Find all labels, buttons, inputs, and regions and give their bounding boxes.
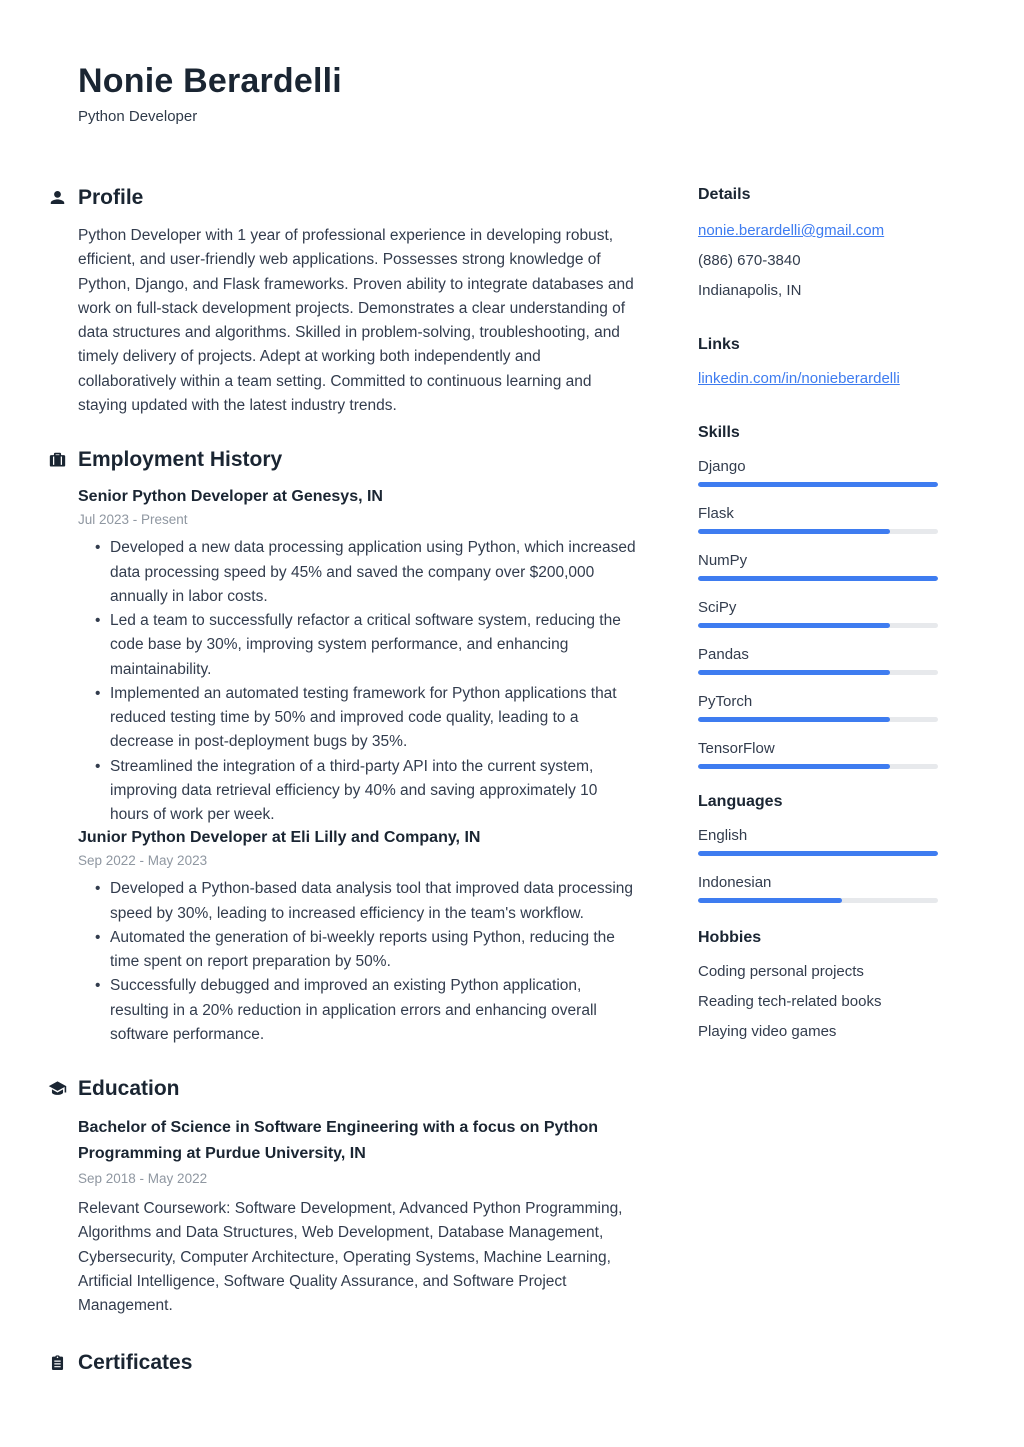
job-bullet: • Streamlined the integration of a third-party API into the current system, improving data retrieval efficiency by 40% and saving approximately 10 hours of work per week. — [110, 755, 638, 828]
skill-bar-fill — [698, 576, 938, 581]
phone-number: (886) 670-3840 — [698, 252, 801, 269]
job-bullet: • Automated the generation of bi-weekly reports using Python, reducing the time spent on report preparation by 50%. — [110, 926, 638, 975]
hobbies-section — [698, 927, 938, 1047]
details-heading: Details — [698, 186, 751, 203]
skill-item — [698, 738, 938, 769]
skills-section — [698, 422, 938, 769]
employment-heading-label: Employment History — [78, 448, 283, 472]
skill-bar-fill — [698, 529, 890, 534]
skill-bar-fill — [698, 623, 890, 628]
skill-bar-track — [698, 482, 938, 487]
language-bar-track — [698, 851, 938, 856]
skill-name: Django — [698, 458, 746, 475]
employment-heading — [78, 446, 638, 474]
details-group — [698, 216, 938, 306]
sidebar — [698, 184, 938, 1377]
skill-item — [698, 550, 938, 581]
education-heading-label: Education — [78, 1077, 180, 1101]
skill-bar-track — [698, 670, 938, 675]
hobby-item: Coding personal projects — [698, 963, 864, 980]
job-bullet: • Developed a new data processing application using Python, which increased data processing speed by 45% and saved the company over $200,000 annually in labor costs. — [110, 536, 638, 609]
briefcase-icon — [48, 450, 67, 469]
skill-name: NumPy — [698, 552, 748, 569]
language-bar-fill — [698, 898, 842, 903]
job-bullet-list — [78, 877, 638, 1047]
links-heading: Links — [698, 336, 740, 353]
linkedin-link[interactable]: linkedin.com/in/nonieberardelli — [698, 370, 900, 387]
skill-bar-fill — [698, 670, 890, 675]
profile-section — [78, 184, 638, 418]
links-section — [698, 334, 938, 394]
main-column — [78, 184, 638, 1377]
job-bullet: • Led a team to successfully refactor a critical software system, reducing the code base by 30%, improving system performance, and enhancing maintainability. — [110, 609, 638, 682]
skill-name: PyTorch — [698, 693, 753, 710]
skill-item — [698, 503, 938, 534]
job-entry — [78, 486, 638, 827]
skill-bar-fill — [698, 764, 890, 769]
skills-heading: Skills — [698, 424, 740, 441]
graduation-cap-icon — [48, 1079, 67, 1098]
certificates-heading — [78, 1349, 638, 1377]
profile-heading-label: Profile — [78, 186, 144, 209]
location-text: Indianapolis, IN — [698, 282, 802, 299]
skill-bar-fill — [698, 717, 890, 722]
job-date: Sep 2022 - May 2023 — [78, 853, 208, 869]
person-name: Nonie Berardelli — [78, 62, 342, 100]
degree-title: Bachelor of Science in Software Engineering with a focus on Python Programming at Purdue University, IN — [78, 1119, 599, 1163]
job-bullet: • Implemented an automated testing framework for Python applications that reduced testing time by 50% and improved code quality, leading to a decrease in post-deployment bugs by 35%. — [110, 682, 638, 755]
language-item — [698, 825, 938, 856]
email-link[interactable]: nonie.berardelli@gmail.com — [698, 222, 885, 239]
skill-bar-track — [698, 764, 938, 769]
job-title: Senior Python Developer at Genesys, IN — [78, 488, 383, 506]
job-entry — [78, 827, 638, 1047]
language-bar-fill — [698, 851, 938, 856]
education-heading — [78, 1075, 638, 1103]
skill-name: Flask — [698, 505, 734, 522]
hobby-item: Playing video games — [698, 1023, 837, 1040]
person-icon — [48, 188, 67, 207]
job-title: Junior Python Developer at Eli Lilly and Company, IN — [78, 829, 481, 847]
links-group — [698, 364, 938, 394]
language-bar-track — [698, 898, 938, 903]
education-description: Relevant Coursework: Software Development, Advanced Python Programming, Algorithms and Data Structures, Web Development, Database Management, Cybersecurity, Computer Architecture, Operating Systems, Machine Learning, Artificial Intelligence, Software Quality Assurance, and Software Project Management. — [78, 1200, 623, 1315]
skill-bar-track — [698, 529, 938, 534]
skill-name: SciPy — [698, 599, 737, 616]
skill-bar-track — [698, 576, 938, 581]
content-columns — [78, 184, 938, 1377]
person-job-title: Python Developer — [78, 108, 198, 125]
skill-bar-fill — [698, 482, 938, 487]
details-section — [698, 184, 938, 306]
skill-bar-track — [698, 717, 938, 722]
education-section — [78, 1075, 638, 1318]
profile-heading — [78, 184, 638, 212]
job-date: Jul 2023 - Present — [78, 512, 188, 528]
job-bullet: • Successfully debugged and improved an existing Python application, resulting in a 20% reduction in application errors and enhancing overall software performance. — [110, 974, 638, 1047]
hobbies-list — [698, 957, 938, 1047]
clipboard-icon — [48, 1353, 67, 1372]
skill-item — [698, 456, 938, 487]
hobby-item: Reading tech-related books — [698, 993, 882, 1010]
skill-bar-track — [698, 623, 938, 628]
job-bullet: • Developed a Python-based data analysis tool that improved data processing speed by 30%, leading to increased efficiency in the team's workflow. — [110, 877, 638, 926]
skill-name: Pandas — [698, 646, 749, 663]
language-name: English — [698, 827, 748, 844]
certificates-heading-label: Certificates — [78, 1350, 193, 1374]
hobbies-heading: Hobbies — [698, 929, 762, 946]
skill-item — [698, 644, 938, 675]
skill-item — [698, 691, 938, 722]
language-item — [698, 872, 938, 903]
skill-item — [698, 597, 938, 628]
employment-section — [78, 446, 638, 1047]
skill-name: TensorFlow — [698, 740, 775, 757]
job-bullet-list — [78, 536, 638, 827]
certificates-section — [78, 1349, 638, 1377]
languages-section — [698, 791, 938, 903]
language-name: Indonesian — [698, 874, 772, 891]
languages-heading: Languages — [698, 793, 783, 810]
education-date: Sep 2018 - May 2022 — [78, 1171, 208, 1187]
languages-list — [698, 825, 938, 903]
skills-list — [698, 456, 938, 769]
profile-text: Python Developer with 1 year of professional experience in developing robust, efficient, and user-friendly web applications. Possesses strong knowledge of Python, Django, and Flask frameworks. Proven ability to integrate databases and work on full-stack development projects. Demonstrates a clear understanding of data structures and algorithms. Skilled in problem-solving, troubleshooting, and timely delivery of projects. Adept at working both independently and collaboratively within a team setting. Committed to continuous learning and staying updated with the latest industry trends. — [78, 227, 634, 415]
